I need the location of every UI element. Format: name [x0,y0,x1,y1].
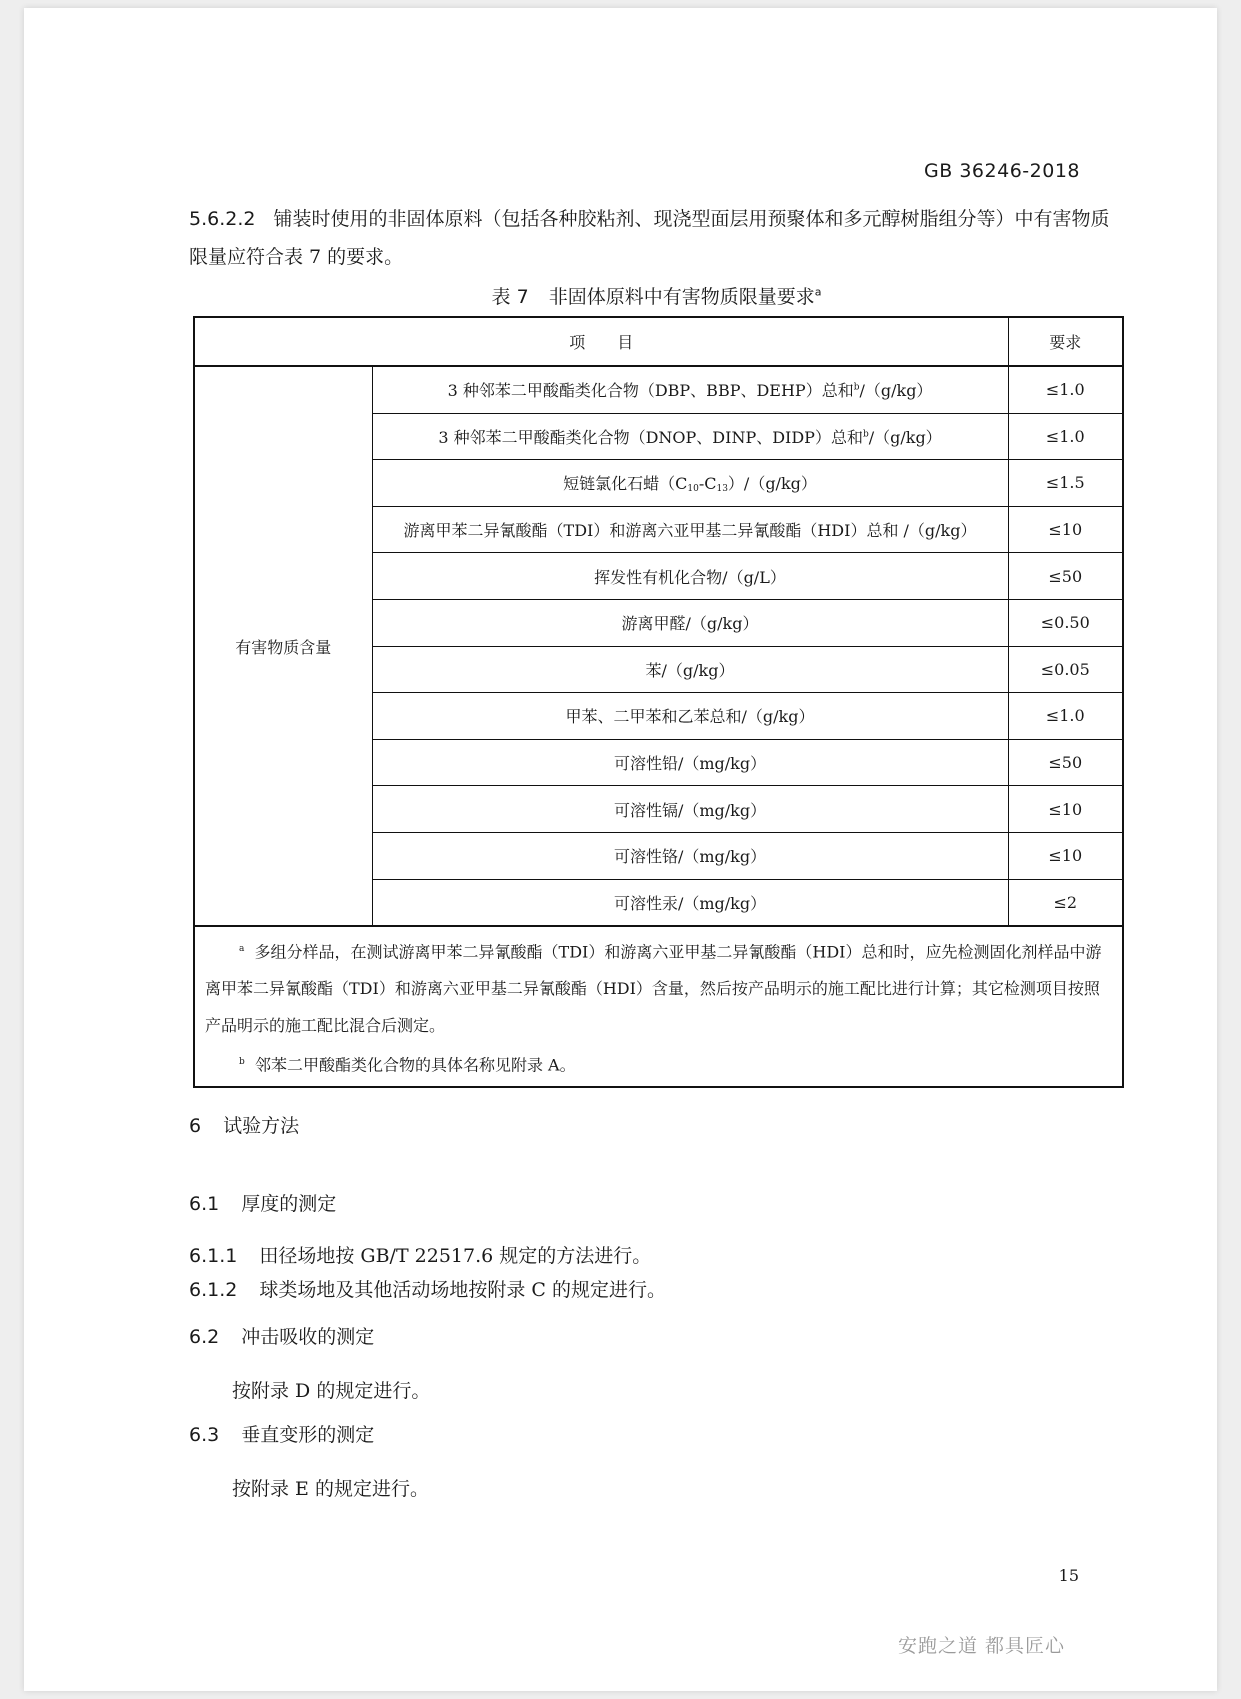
requirement-cell: ≤1.0 [1008,693,1123,740]
note-b-text: 邻苯二甲酸酯类化合物的具体名称见附录 A。 [254,1055,576,1075]
requirement-cell: ≤0.05 [1008,646,1123,693]
page-number: 15 [1058,1566,1079,1585]
section-6-heading: 6 试验方法 [189,1115,300,1137]
requirement-cell: ≤50 [1008,553,1123,600]
clause-6-1-1: 6.1.1 田径场地按 GB/T 22517.6 规定的方法进行。 [189,1245,652,1267]
section-6-3-text: 按附录 E 的规定进行。 [232,1478,429,1500]
table-title-note-mark: a [814,285,822,299]
requirement-cell: ≤0.50 [1008,599,1123,646]
item-cell: 3 种邻苯二甲酸酯类化合物（DNOP、DINP、DIDP）总和$^b$/（g/kg） [372,413,1008,460]
item-cell: 可溶性汞/（mg/kg） [372,879,1008,926]
item-cell: 甲苯、二甲苯和乙苯总和/（g/kg） [372,693,1008,740]
header-requirement: 要求 [1008,317,1123,366]
table-title [189,282,1124,309]
item-cell: 可溶性镉/（mg/kg） [372,786,1008,833]
clause-text: 铺装时使用的非固体原料（包括各种胶粘剂、现浇型面层用预聚体和多元醇树脂组分等）中有害物质限量应符合表 7 的要求。 [189,208,1110,268]
requirement-cell: ≤10 [1008,506,1123,553]
clause-number: 5.6.2.2 [189,208,256,230]
item-cell: 短链氯化石蜡$(C_{10}-C_{13})/(g/kg)$ [372,460,1008,507]
section-6-2-text: 按附录 D 的规定进行。 [232,1380,431,1402]
standard-number: GB 36246-2018 [924,160,1080,182]
table-header-row [194,317,1123,366]
requirement-cell: ≤1.5 [1008,460,1123,507]
requirement-cell: ≤1.0 [1008,413,1123,460]
requirement-cell: ≤50 [1008,739,1123,786]
requirement-cell: ≤10 [1008,832,1123,879]
watermark: 安跑之道 都具匠心 [897,1635,1065,1657]
item-cell: 游离甲醛/（g/kg） [372,599,1008,646]
table-row [194,366,1123,413]
note-b [205,1044,1112,1083]
requirement-cell: ≤10 [1008,786,1123,833]
table-notes-row [194,926,1123,1087]
item-cell: 挥发性有机化合物/（g/L） [372,553,1008,600]
section-6-3-heading: 6.3 垂直变形的测定 [189,1424,375,1446]
table-number: 表 7 [491,286,529,308]
note-a-text: 多组分样品，在测试游离甲苯二异氰酸酯（TDI）和游离六亚甲基二异氰酸酯（HDI）总和时，应先检测固化剂样品中游离甲苯二异氰酸酯（TDI）和游离六亚甲基二异氰酸酯（HDI）含量，然后按产品明示的施工配比进行计算；其它检测项目按照产品明示的施工配比混合后测定。 [205,942,1102,1036]
limits-table [193,316,1124,1088]
note-a [205,931,1112,1044]
section-6-2-heading: 6.2 冲击吸收的测定 [189,1326,375,1348]
note-a-mark: a [239,944,245,955]
item-cell: 苯/（g/kg） [372,646,1008,693]
header-item: 项 目 [194,317,1008,366]
requirement-cell: ≤1.0 [1008,366,1123,413]
item-cell: 游离甲苯二异氰酸酯（TDI）和游离六亚甲基二异氰酸酯（HDI）总和 /（g/kg） [372,506,1008,553]
document-page [24,8,1217,1691]
section-6-1-heading: 6.1 厚度的测定 [189,1193,337,1215]
item-cell: 可溶性铅/（mg/kg） [372,739,1008,786]
table-notes [194,926,1123,1087]
item-cell: 3 种邻苯二甲酸酯类化合物（DBP、BBP、DEHP）总和$^b$/（g/kg） [372,366,1008,413]
note-b-mark: b [239,1057,245,1068]
requirement-cell: ≤2 [1008,879,1123,926]
clause-5-6-2-2 [189,200,1124,276]
item-cell: 可溶性铬/（mg/kg） [372,832,1008,879]
group-label: 有害物质含量 [194,366,372,926]
clause-6-1-2: 6.1.2 球类场地及其他活动场地按附录 C 的规定进行。 [189,1279,666,1301]
table-title-text: 非固体原料中有害物质限量要求 [548,286,815,308]
